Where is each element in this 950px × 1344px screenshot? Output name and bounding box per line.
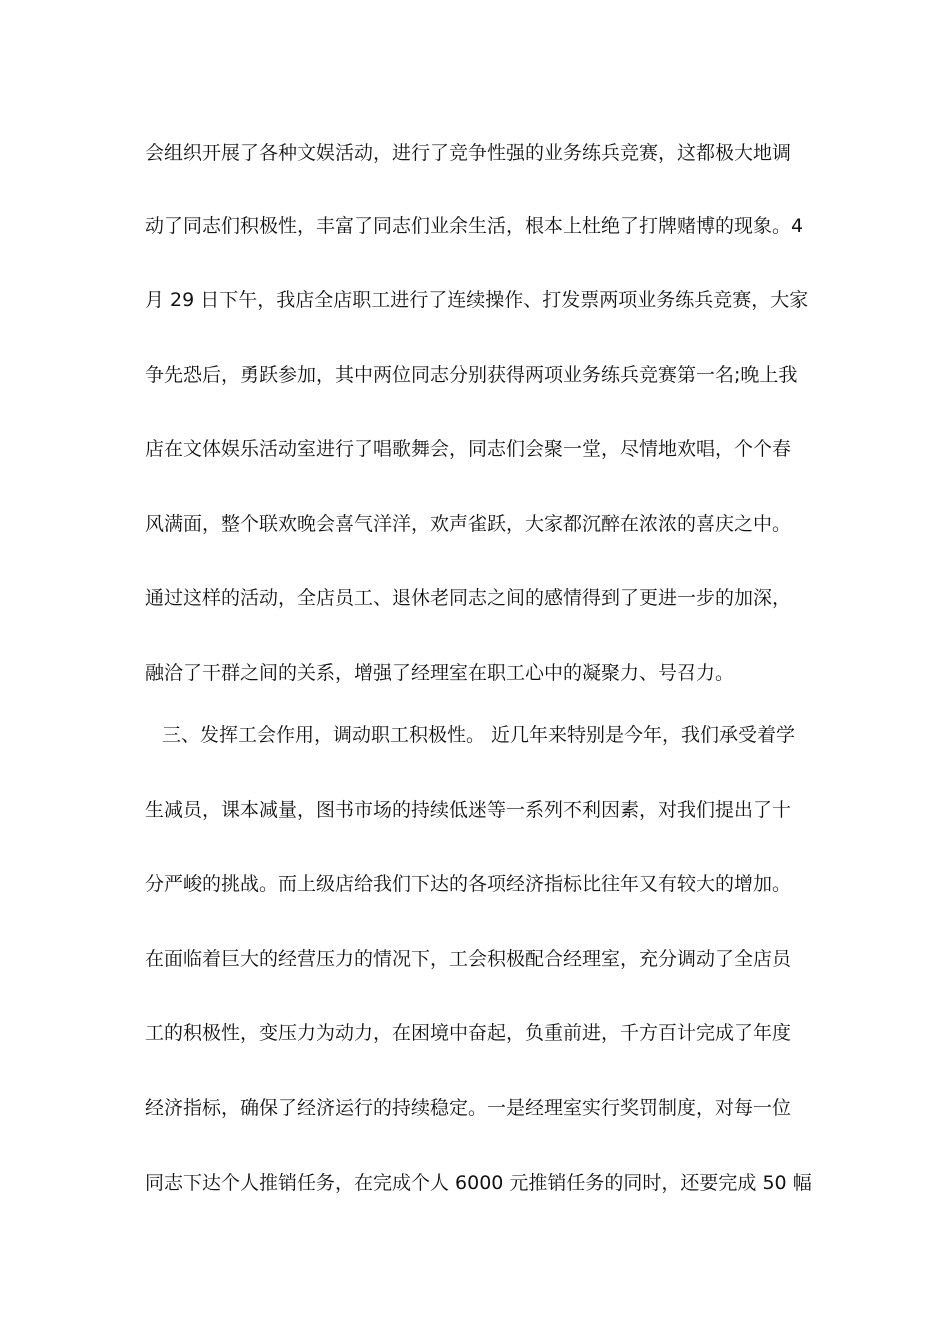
text-line-15: 同志下达个人推销任务，在完成个人 6000 元推销任务的同时，还要完成 50 幅 xyxy=(145,1172,812,1194)
text-line-8: 融洽了干群之间的关系，增强了经理室在职工心中的凝聚力、号召力。 xyxy=(145,662,735,684)
text-line-12: 在面临着巨大的经营压力的情况下，工会积极配合经理室，充分调动了全店员 xyxy=(145,948,792,970)
text-line-14: 经济指标，确保了经济运行的持续稳定。一是经理室实行奖罚制度，对每一位 xyxy=(145,1097,792,1119)
text-line-5: 店在文体娱乐活动室进行了唱歌舞会，同志们会聚一堂，尽情地欢唱，个个春 xyxy=(145,438,792,460)
text-line-4: 争先恐后，勇跃参加，其中两位同志分别获得两项业务练兵竞赛第一名;晚上我 xyxy=(145,364,798,386)
text-line-10: 生减员，课本减量，图书市场的持续低迷等一系列不利因素，对我们提出了十 xyxy=(145,799,792,821)
text-line-1: 会组织开展了各种文娱活动，进行了竞争性强的业务练兵竞赛，这都极大地调 xyxy=(145,142,792,164)
text-line-3: 月 29 日下午，我店全店职工进行了连续操作、打发票两项业务练兵竞赛，大家 xyxy=(145,289,809,311)
section-heading-line: 三、发挥工会作用，调动职工积极性。 近几年来特别是今年，我们承受着学 xyxy=(162,724,796,746)
text-line-13: 工的积极性，变压力为动力，在困境中奋起，负重前进，千方百计完成了年度 xyxy=(145,1022,792,1044)
text-line-6: 风满面，整个联欢晚会喜气洋洋，欢声雀跃，大家都沉醉在浓浓的喜庆之中。 xyxy=(145,513,792,535)
text-line-7: 通过这样的活动，全店员工、退休老同志之间的感情得到了更进一步的加深， xyxy=(145,587,792,609)
text-line-11: 分严峻的挑战。而上级店给我们下达的各项经济指标比往年又有较大的增加。 xyxy=(145,873,792,895)
text-line-2: 动了同志们积极性，丰富了同志们业余生活，根本上杜绝了打牌赌博的现象。4 xyxy=(145,215,804,237)
